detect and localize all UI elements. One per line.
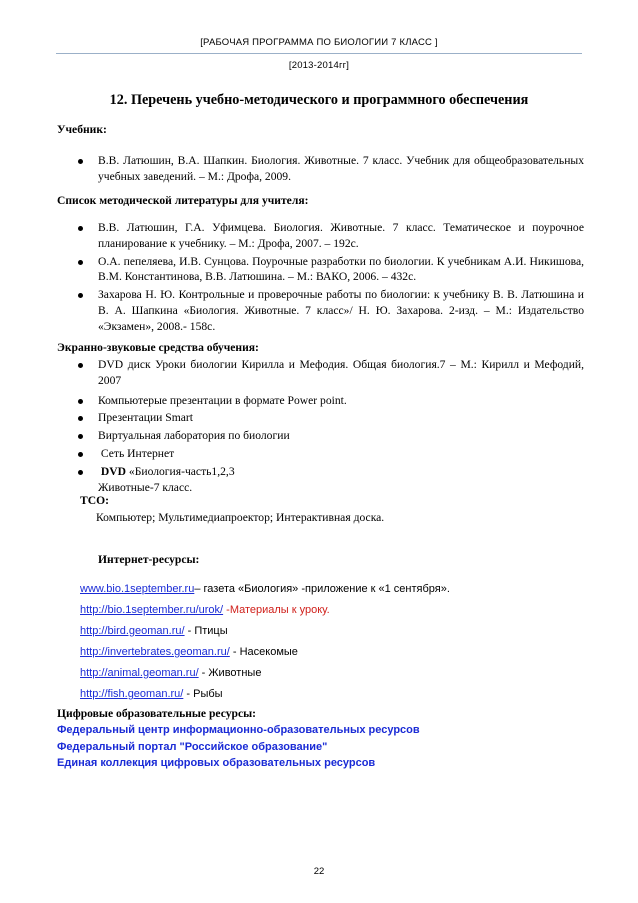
bullet-icon	[78, 159, 83, 164]
link[interactable]: http://bio.1september.ru/urok/	[80, 604, 224, 616]
digital-link-3[interactable]: Единая коллекция цифровых образовательных ресурсов	[57, 757, 376, 769]
list-item: Виртуальная лаборатория по биологии	[78, 428, 584, 444]
list-item: О.А. пепеляева, И.В. Сунцова. Поурочные разработки по биологии. К учебникам А.И. Никишова, В.М. Константинова, В.В. Латюшина. – М.: ВАКО, 2006. – 432с.	[78, 254, 584, 286]
textbook-list	[78, 153, 584, 185]
page-number: 22	[313, 866, 325, 877]
bullet-icon	[78, 470, 83, 475]
list-item: Компьютерые презентации в формате Power point.	[78, 393, 584, 409]
list-item: Презентации Smart	[78, 410, 584, 426]
tco-heading: ТСО:	[80, 494, 109, 507]
list-item: http://fish.geoman.ru/ - Рыбы	[80, 688, 223, 700]
list-item: www.bio.1september.ru– газета «Биология» -приложение к «1 сентября».	[80, 583, 450, 595]
teacher-lit-heading: Список методической литературы для учителя:	[57, 194, 309, 207]
bullet-icon	[78, 260, 83, 265]
list-item: http://bird.geoman.ru/ - Птицы	[80, 625, 228, 637]
av-heading: Экранно-звуковые средства обучения:	[57, 341, 259, 354]
teacher-lit-list	[78, 220, 584, 335]
bullet-icon	[78, 399, 83, 404]
bullet-icon	[78, 452, 83, 457]
link[interactable]: http://animal.geoman.ru/	[80, 667, 199, 679]
digital-link-1[interactable]: Федеральный центр информационно-образовательных ресурсов	[57, 724, 420, 736]
list-item: В.В. Латюшин, Г.А. Уфимцева. Биология. Животные. 7 класс. Тематическое и поурочное планирование к учебнику. – М.: Дрофа, 2007. – 192с.	[78, 220, 584, 252]
list-item: Сеть Интернет	[78, 446, 584, 462]
list-item: DVD «Биология-часть1,2,3 Животные-7 класс.	[78, 464, 584, 496]
header-line-2: [2013-2014гг]	[288, 60, 350, 71]
header-line-1: [РАБОЧАЯ ПРОГРАММА ПО БИОЛОГИИ 7 КЛАСС ]	[200, 37, 438, 48]
bullet-icon	[78, 293, 83, 298]
digital-link-2[interactable]: Федеральный портал "Российское образование"	[57, 741, 328, 753]
tco-text: Компьютер; Мультимедиапроектор; Интерактивная доска.	[96, 511, 385, 524]
link[interactable]: http://invertebrates.geoman.ru/	[80, 646, 230, 658]
internet-links	[80, 582, 450, 708]
header-rule	[56, 53, 582, 54]
bullet-icon	[78, 416, 83, 421]
list-item: В.В. Латюшин, В.А. Шапкин. Биология. Животные. 7 класс. Учебник для общеобразовательных учебных заведений. – М.: Дрофа, 2009.	[78, 153, 584, 185]
bullet-icon	[78, 363, 83, 368]
list-item: DVD диск Уроки биологии Кирилла и Мефодия. Общая биология.7 – М.: Кирилл и Мефодий, 2007	[78, 357, 584, 389]
page-title: 12. Перечень учебно-методического и программного обеспечения	[109, 92, 529, 108]
bullet-icon	[78, 434, 83, 439]
link[interactable]: http://bird.geoman.ru/	[80, 625, 185, 637]
textbook-heading: Учебник:	[57, 123, 107, 136]
bullet-icon	[78, 226, 83, 231]
internet-heading: Интернет-ресурсы:	[98, 553, 200, 566]
list-item: http://bio.1september.ru/urok/ -Материалы к уроку.	[80, 604, 330, 616]
list-item: http://invertebrates.geoman.ru/ - Насекомые	[80, 646, 298, 658]
link[interactable]: www.bio.1september.ru	[80, 583, 195, 595]
av-list	[78, 357, 584, 495]
list-item: Захарова Н. Ю. Контрольные и проверочные работы по биологии: к учебнику В. В. Латюшина и В. А. Шапкина «Биология. Животные. 7 класс»/ Н. Ю. Захарова. 2-изд. – М.: Издательство «Экзамен», 2008.- 158с.	[78, 287, 584, 334]
link[interactable]: http://fish.geoman.ru/	[80, 688, 184, 700]
list-item: http://animal.geoman.ru/ - Животные	[80, 667, 262, 679]
digital-heading: Цифровые образовательные ресурсы:	[57, 707, 257, 720]
